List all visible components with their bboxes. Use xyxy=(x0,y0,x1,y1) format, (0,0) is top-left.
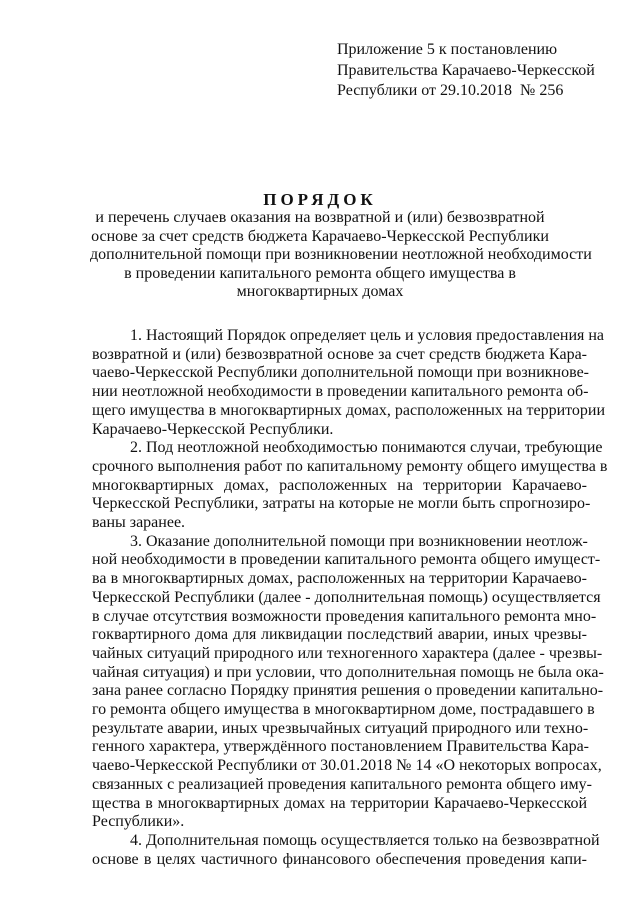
paragraph-line: чайная ситуация) и при условии, что дополнительная помощь не была ока- xyxy=(92,663,604,681)
paragraph-line: 1. Настоящий Порядок определяет цель и условия предоставления на xyxy=(130,327,605,344)
paragraph-line: Черкесской Республики, затраты на которые не могли быть спрогнозиро- xyxy=(92,495,591,513)
paragraph-3 xyxy=(92,532,604,832)
subtitle-line: основе за счет средств бюджета Карачаево-Черкесской Республики xyxy=(91,227,549,245)
appendix-line: Республики от 29.10.2018 № 256 xyxy=(337,82,564,99)
paragraph-line: чайных ситуаций природного или техногенного характера (далее - чрезвы- xyxy=(92,644,603,662)
paragraph-line: 3. Оказание дополнительной помощи при возникновении неотлож- xyxy=(130,532,588,550)
paragraph-line: щего имущества в многоквартирных домах, расположенных на территории xyxy=(92,401,606,419)
document-body xyxy=(92,327,608,869)
paragraph-line: связанных с реализацией проведения капитального ремонта общего иму- xyxy=(92,775,592,793)
paragraph-line: зана ранее согласно Порядку принятия решения о проведении капитально- xyxy=(92,682,604,700)
paragraph-2 xyxy=(92,439,608,533)
paragraph-line: ной необходимости в проведении капитального ремонта общего имущест- xyxy=(92,551,601,569)
paragraph-line: ваны заранее. xyxy=(92,514,186,532)
paragraph-line: многоквартирных домах, расположенных на территории Карачаево- xyxy=(92,476,587,494)
subtitle-line: в проведении капитального ремонта общего имущества в xyxy=(124,264,516,282)
paragraph-line: 2. Под неотложной необходимостью понимаются случаи, требующие xyxy=(130,439,603,457)
paragraph-4 xyxy=(92,831,600,869)
paragraph-line: в случае отсутствия возможности проведения капитального ремонта мно- xyxy=(92,607,597,625)
paragraph-line: генного характера, утверждённого постановлением Правительства Кара- xyxy=(92,738,590,756)
subtitle-line: и перечень случаев оказания на возвратной и (или) безвозвратной xyxy=(95,209,545,226)
paragraph-line: чаево-Черкесской Республики дополнительной помощи при возникнове- xyxy=(92,364,589,382)
paragraph-line: гоквартирного дома для ликвидации последствий аварии, иных чрезвы- xyxy=(92,626,587,644)
paragraph-line: Карачаево-Черкесской Республики. xyxy=(92,420,334,438)
paragraph-line: ва в многоквартирных домах, расположенных на территории Карачаево- xyxy=(92,570,587,588)
appendix-header xyxy=(337,40,595,102)
paragraph-line: срочного выполнения работ по капитальному ремонту общего имущества в xyxy=(92,457,608,475)
paragraph-line: нии неотложной необходимости в проведении капитального ремонта об- xyxy=(92,383,589,401)
paragraph-line: Черкесской Республики (далее - дополнительная помощь) осуществляется xyxy=(92,588,601,606)
paragraph-line: чаево-Черкесской Республики от 30.01.2018 № 14 «О некоторых вопросах, xyxy=(92,757,602,775)
document-subtitle xyxy=(90,209,592,302)
paragraph-line: щества в многоквартирных домах на территории Карачаево-Черкесской xyxy=(92,794,587,812)
appendix-line: Приложение 5 к постановлению xyxy=(337,41,558,58)
paragraph-line: Республики». xyxy=(92,813,185,831)
subtitle-line: дополнительной помощи при возникновении неотложной необходимости xyxy=(90,246,592,263)
subtitle-line: многоквартирных домах xyxy=(236,283,404,300)
paragraph-line: результате аварии, иных чрезвычайных ситуаций природного или техно- xyxy=(92,719,589,737)
paragraph-line: 4. Дополнительная помощь осуществляется только на безвозвратной xyxy=(130,831,600,849)
paragraph-line: го ремонта общего имущества в многоквартирном доме, пострадавшего в xyxy=(92,701,595,719)
document-title: ПОРЯДОК xyxy=(263,190,377,209)
paragraph-line: основе в целях частичного финансового обеспечения проведения капи- xyxy=(92,850,587,868)
paragraph-line: возвратной и (или) безвозвратной основе за счет средств бюджета Кара- xyxy=(92,345,587,363)
paragraph-1 xyxy=(92,327,606,439)
appendix-line: Правительства Карачаево-Черкесской xyxy=(337,61,595,79)
